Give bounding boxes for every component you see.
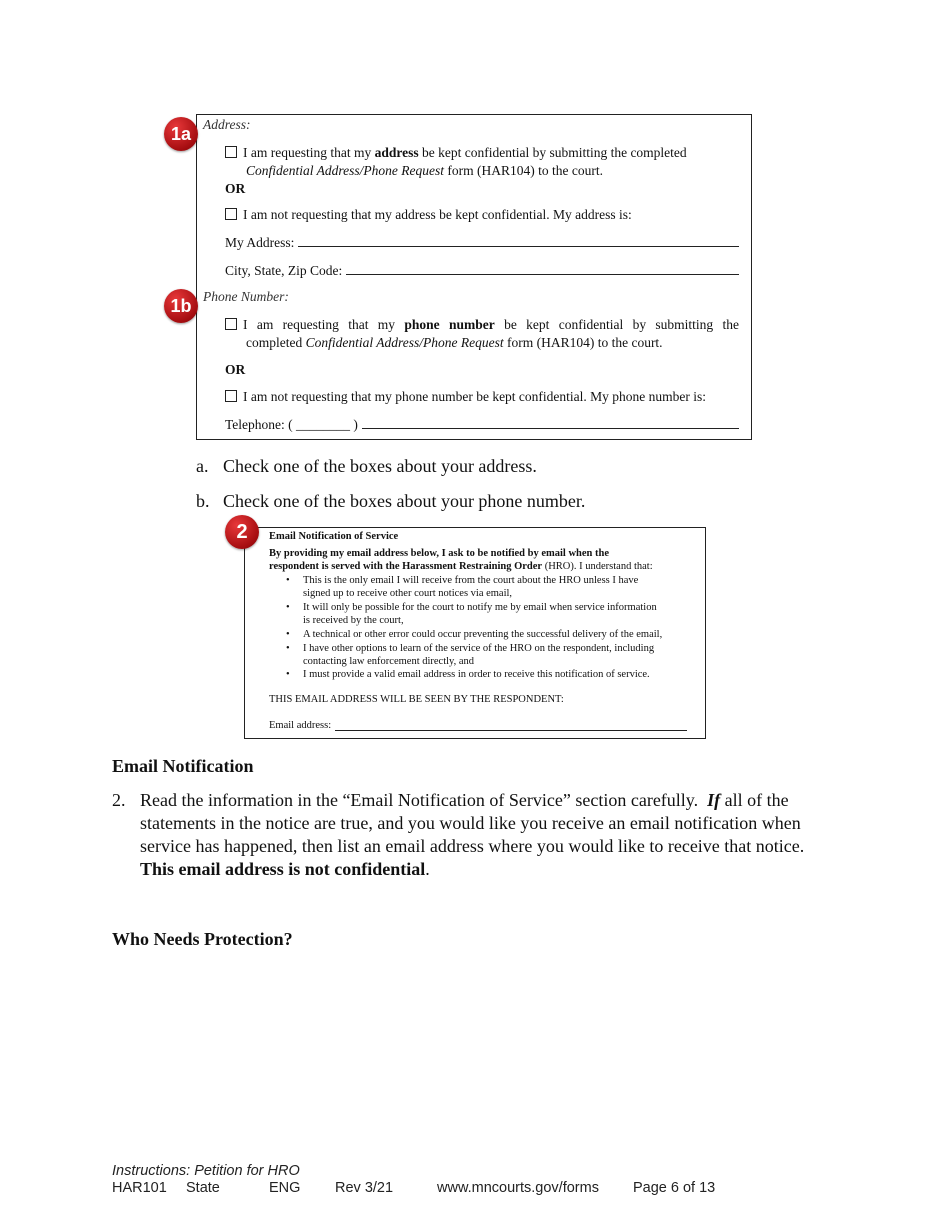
instruction-2-line1: Read the information in the “Email Notification of Service” section carefully. If all of the xyxy=(140,790,789,810)
footer-page-number: Page 6 of 13 xyxy=(633,1180,716,1196)
step-b-marker: b. xyxy=(196,491,210,511)
email-address-row xyxy=(269,720,687,733)
email-address-field[interactable] xyxy=(335,720,687,731)
phone-not-confidential-option: I am not requesting that my phone number be kept confidential. My phone number is: xyxy=(225,388,706,405)
instruction-2-line3: service has happened, then list an email address where you would like to receive that notice. xyxy=(140,836,805,856)
bullet-item-5: I must provide a valid email address in order to receive this notification of service. xyxy=(303,669,650,680)
badge-2: 2 xyxy=(225,515,259,549)
bullet-dot: • xyxy=(286,575,290,586)
bullet-item-1: This is the only email I will receive from the court about the HRO unless I have signed up to receive other court notices via email, xyxy=(303,575,639,599)
address-confidential-option-line2: Confidential Address/Phone Request form (HAR104) to the court. xyxy=(246,163,603,178)
address-confidential-option: I am requesting that my address be kept confidential by submitting the completed xyxy=(225,144,739,161)
address-not-confidential-option: I am not requesting that my address be kept confidential. My address is: xyxy=(225,206,632,223)
footer-state: State xyxy=(186,1180,220,1196)
badge-1a: 1a xyxy=(164,117,198,151)
telephone-field[interactable] xyxy=(362,416,739,429)
or-divider-1: OR xyxy=(225,181,246,196)
step-a-text: Check one of the boxes about your address. xyxy=(223,456,537,476)
instruction-2-line2: statements in the notice are true, and you would like you receive an email notification when xyxy=(140,813,801,833)
telephone-row xyxy=(225,416,739,433)
step-b-text: Check one of the boxes about your phone number. xyxy=(223,491,586,511)
address-label: Address: xyxy=(203,117,251,132)
footer-url[interactable]: www.mncourts.gov/forms xyxy=(437,1180,599,1196)
bullet-dot: • xyxy=(286,669,290,680)
my-address-label: My Address: xyxy=(225,235,295,250)
badge-1b: 1b xyxy=(164,289,198,323)
phone-number-label: Phone Number: xyxy=(203,289,289,304)
city-state-zip-label: City, State, Zip Code: xyxy=(225,263,343,278)
address-confidential-checkbox[interactable] xyxy=(225,146,237,158)
bullet-dot: • xyxy=(286,629,290,640)
instruction-2-line4: This email address is not confidential. xyxy=(140,859,430,879)
phone-not-confidential-checkbox[interactable] xyxy=(225,390,237,402)
footer-language: ENG xyxy=(269,1180,301,1196)
email-notification-heading: Email Notification xyxy=(112,756,254,776)
email-warning: THIS EMAIL ADDRESS WILL BE SEEN BY THE RESPONDENT: xyxy=(269,694,564,705)
bullet-dot: • xyxy=(286,643,290,654)
footer-title: Instructions: Petition for HRO xyxy=(112,1163,300,1179)
or-divider-2: OR xyxy=(225,362,246,377)
my-address-row xyxy=(225,234,739,251)
bullet-dot: • xyxy=(286,602,290,613)
city-state-zip-field[interactable] xyxy=(346,262,739,275)
email-address-label: Email address: xyxy=(269,720,332,731)
phone-confidential-checkbox[interactable] xyxy=(225,318,237,330)
phone-confidential-option: I am requesting that my phone number be kept confidential by submitting the xyxy=(225,316,739,333)
footer-revision: Rev 3/21 xyxy=(335,1180,394,1196)
phone-confidential-option-line2: completed Confidential Address/Phone Request form (HAR104) to the court. xyxy=(246,335,663,350)
email-notice-intro-1: By providing my email address below, I ask to be notified by email when the xyxy=(269,548,610,559)
address-not-confidential-checkbox[interactable] xyxy=(225,208,237,220)
city-state-zip-row xyxy=(225,262,739,279)
footer-form-id: HAR101 xyxy=(112,1180,167,1196)
my-address-field[interactable] xyxy=(298,234,739,247)
bullet-item-4: I have other options to learn of the service of the HRO on the respondent, including contacting law enforcement directly, and xyxy=(303,643,655,667)
email-notice-intro-2: respondent is served with the Harassment Restraining Order (HRO). I understand that: xyxy=(269,561,653,572)
email-notice-title: Email Notification of Service xyxy=(269,531,399,542)
who-needs-protection-heading: Who Needs Protection? xyxy=(112,929,293,949)
instruction-2-number: 2. xyxy=(112,790,126,810)
bullet-item-2: It will only be possible for the court to notify me by email when service information is received by the court, xyxy=(303,602,657,626)
step-a-marker: a. xyxy=(196,456,209,476)
telephone-label: Telephone: ( ________ ) xyxy=(225,417,358,432)
bullet-item-3: A technical or other error could occur preventing the successful delivery of the email, xyxy=(303,629,663,640)
